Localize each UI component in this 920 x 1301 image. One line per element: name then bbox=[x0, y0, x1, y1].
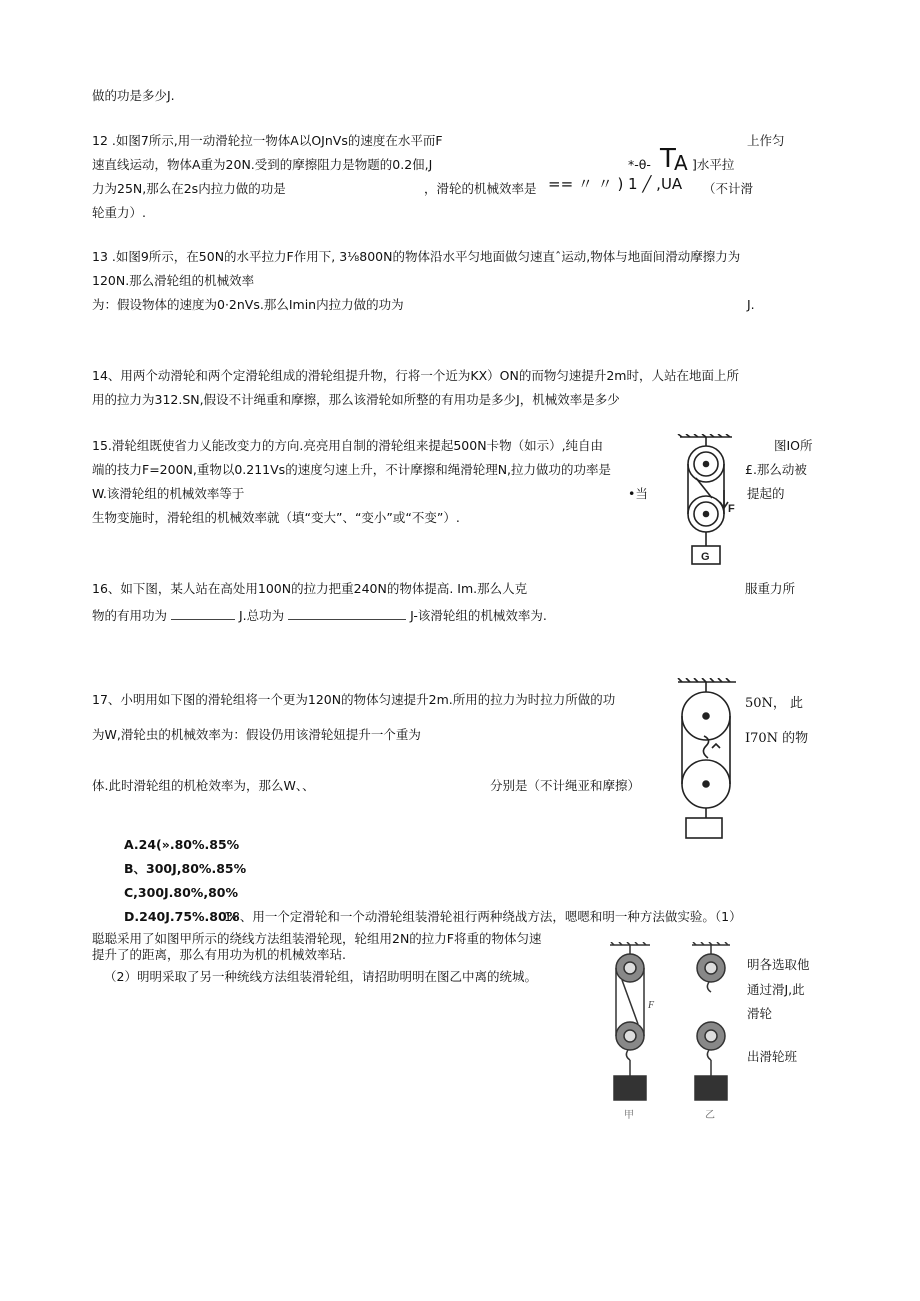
q12-line3-right: （不计滑 bbox=[703, 181, 754, 196]
q12-line3: 力为25N,那么在2s内拉力做的功是 bbox=[92, 181, 286, 196]
q12-line2: 速直线运动，物体A重为20N.受到的摩擦阻力是物题的0.2佃,J bbox=[92, 157, 433, 172]
q15-line3: W.该滑轮组的机械效率等于 bbox=[92, 486, 245, 501]
q16-efficiency-label: J-该滑轮组的机械效率为. bbox=[410, 608, 547, 623]
q12-line1: 12 .如图7所示,用一动滑轮拉一物体A以OJnVs的速度在水平而F bbox=[92, 133, 443, 148]
q15-line1: 15.滑轮组既使省力乂能改变力的方向.亮亮用自制的滑轮组来提起500N卡物（如示）,纯自由 bbox=[92, 438, 604, 453]
q16-useful-work-label: 物的有用功为 bbox=[92, 608, 168, 623]
q16-blank-total-work[interactable] bbox=[288, 607, 406, 620]
q12-line4: 轮重力）. bbox=[92, 205, 146, 220]
q17-option-b[interactable]: B、300J,80%.85% bbox=[124, 861, 247, 876]
q15-line2: 端的技力F=200N,重物以0.211Vs的速度匀速上升，不计摩擦和绳滑轮理N,拉力做功的功率是 bbox=[92, 462, 612, 477]
q17-line1: 17、小明用如下图的滑轮组将一个更为120N的物体匀速提升2m.所用的拉力为时拉力所做的功 bbox=[92, 692, 616, 707]
q13-line2: 120N.那么滑轮组的机械效率 bbox=[92, 273, 255, 288]
q18-line2: 聪聪采用了如图甲所示的绕线方法组装滑轮现，轮组用2N的拉力F将重的物体匀速 bbox=[92, 931, 542, 946]
q16-total-work-label: J.总功为 bbox=[238, 608, 285, 623]
q18-right-1: 明各选取他 bbox=[747, 957, 810, 972]
q16-blank-useful-work[interactable] bbox=[171, 607, 235, 620]
q17-option-c[interactable]: C,300J.80%,80% bbox=[124, 885, 239, 900]
q18-line4: （2）明明采取了另一种统线方法组装滑轮组，请招助明明在图乙中离的统城。 bbox=[104, 969, 537, 984]
q13-line1: 13 .如图9所示，在50N的水平拉力F作用下, 3⅛800N的物体沿水平匀地面做匀速直ˆ运动,物体与地面间滑动摩擦力为 bbox=[92, 249, 741, 264]
q18-pulley-figure bbox=[604, 942, 744, 1124]
q15-line3-right: 提起的 bbox=[747, 486, 785, 501]
q18-fig-label-yi: 乙 bbox=[705, 1110, 715, 1121]
q15-line4: 生物变施时，滑轮组的机械效率就（填“变大”、“变小”或“不变”）. bbox=[92, 510, 460, 525]
q18-right-4: 出滑轮班 bbox=[747, 1049, 798, 1064]
q17-line2: 为W,滑轮虫的机械效率为：假设仍用该滑轮妞提升一个重为 bbox=[92, 727, 421, 742]
q12-line3-symbols: == 〃 〃 ) 1 ╱ ,UA bbox=[548, 175, 683, 193]
q16-line1: 16、如下图，某人站在高处用100N的拉力把重240N的物体提高. Im.那么人克 bbox=[92, 581, 528, 596]
q12-big-t: T bbox=[660, 144, 676, 174]
q18-fig-label-jia: 甲 bbox=[624, 1110, 634, 1121]
q17-pulley-figure bbox=[676, 678, 740, 844]
q15-pulley-figure bbox=[676, 434, 748, 568]
q15-line2-right: £.那么动被 bbox=[745, 462, 807, 477]
q14-line1: 14、用两个动滑轮和两个定滑轮组成的滑轮组提升物，行将一个近为KX）ON的而物匀速提升2m时，人站在地面上所 bbox=[92, 368, 739, 383]
q17-right-2: I70N 的物 bbox=[745, 731, 809, 746]
q15-fig-label-f: F bbox=[728, 503, 735, 515]
q15-line3-mid: •当 bbox=[628, 486, 648, 501]
q12-line2-mid: *-θ- bbox=[628, 157, 651, 172]
q18-right-2: 通过滑J,此 bbox=[747, 982, 805, 997]
q12-line2-right: ]水平拉 bbox=[692, 157, 735, 172]
q14-line2: 用的拉力为312.SN,假设不计绳重和摩擦，那么该滑轮如所整的有用功是多少J，机械效率是多少 bbox=[92, 392, 620, 407]
q15-line1-right: 图IO所 bbox=[774, 438, 813, 453]
q12-line1-right: 上作匀 bbox=[747, 133, 785, 148]
q16-line1-right: 服重力所 bbox=[745, 581, 796, 596]
q17-option-d[interactable]: D.240J.75%.80% bbox=[124, 909, 240, 924]
q17-right-1: 50N， 此 bbox=[745, 696, 804, 711]
q12-big-a: A bbox=[674, 151, 688, 175]
q17-line3: 体.此时滑轮组的机枪效率为，那么W、、 bbox=[92, 778, 315, 793]
q12-line3-mid: ，滑轮的机械效率是 bbox=[424, 181, 537, 196]
q17-line3-mid: 分别是（不计绳亚和摩擦） bbox=[490, 778, 641, 793]
q17-option-a[interactable]: A.24(».80%.85% bbox=[124, 837, 240, 852]
intro-line: 做的功是多少J. bbox=[92, 88, 175, 103]
q13-line3-right: J. bbox=[747, 297, 755, 312]
q16-line2 bbox=[92, 607, 547, 624]
q13-line3: 为：假设物体的速度为0·2nVs.那么Imin内拉力做的功为 bbox=[92, 297, 404, 312]
q18-line3: 提升了的距离，那么有用功为机的机械效率玷. bbox=[92, 947, 346, 962]
q18-right-3: 滑轮 bbox=[747, 1006, 773, 1021]
q15-fig-label-g: G bbox=[701, 551, 710, 563]
q18-line1: 18、用一个定滑轮和一个动滑轮组装滑轮祖行两种绕战方法，嗯嗯和明一种方法做实验。（1） bbox=[224, 909, 742, 924]
q18-fig-label-f: F bbox=[648, 1000, 655, 1011]
